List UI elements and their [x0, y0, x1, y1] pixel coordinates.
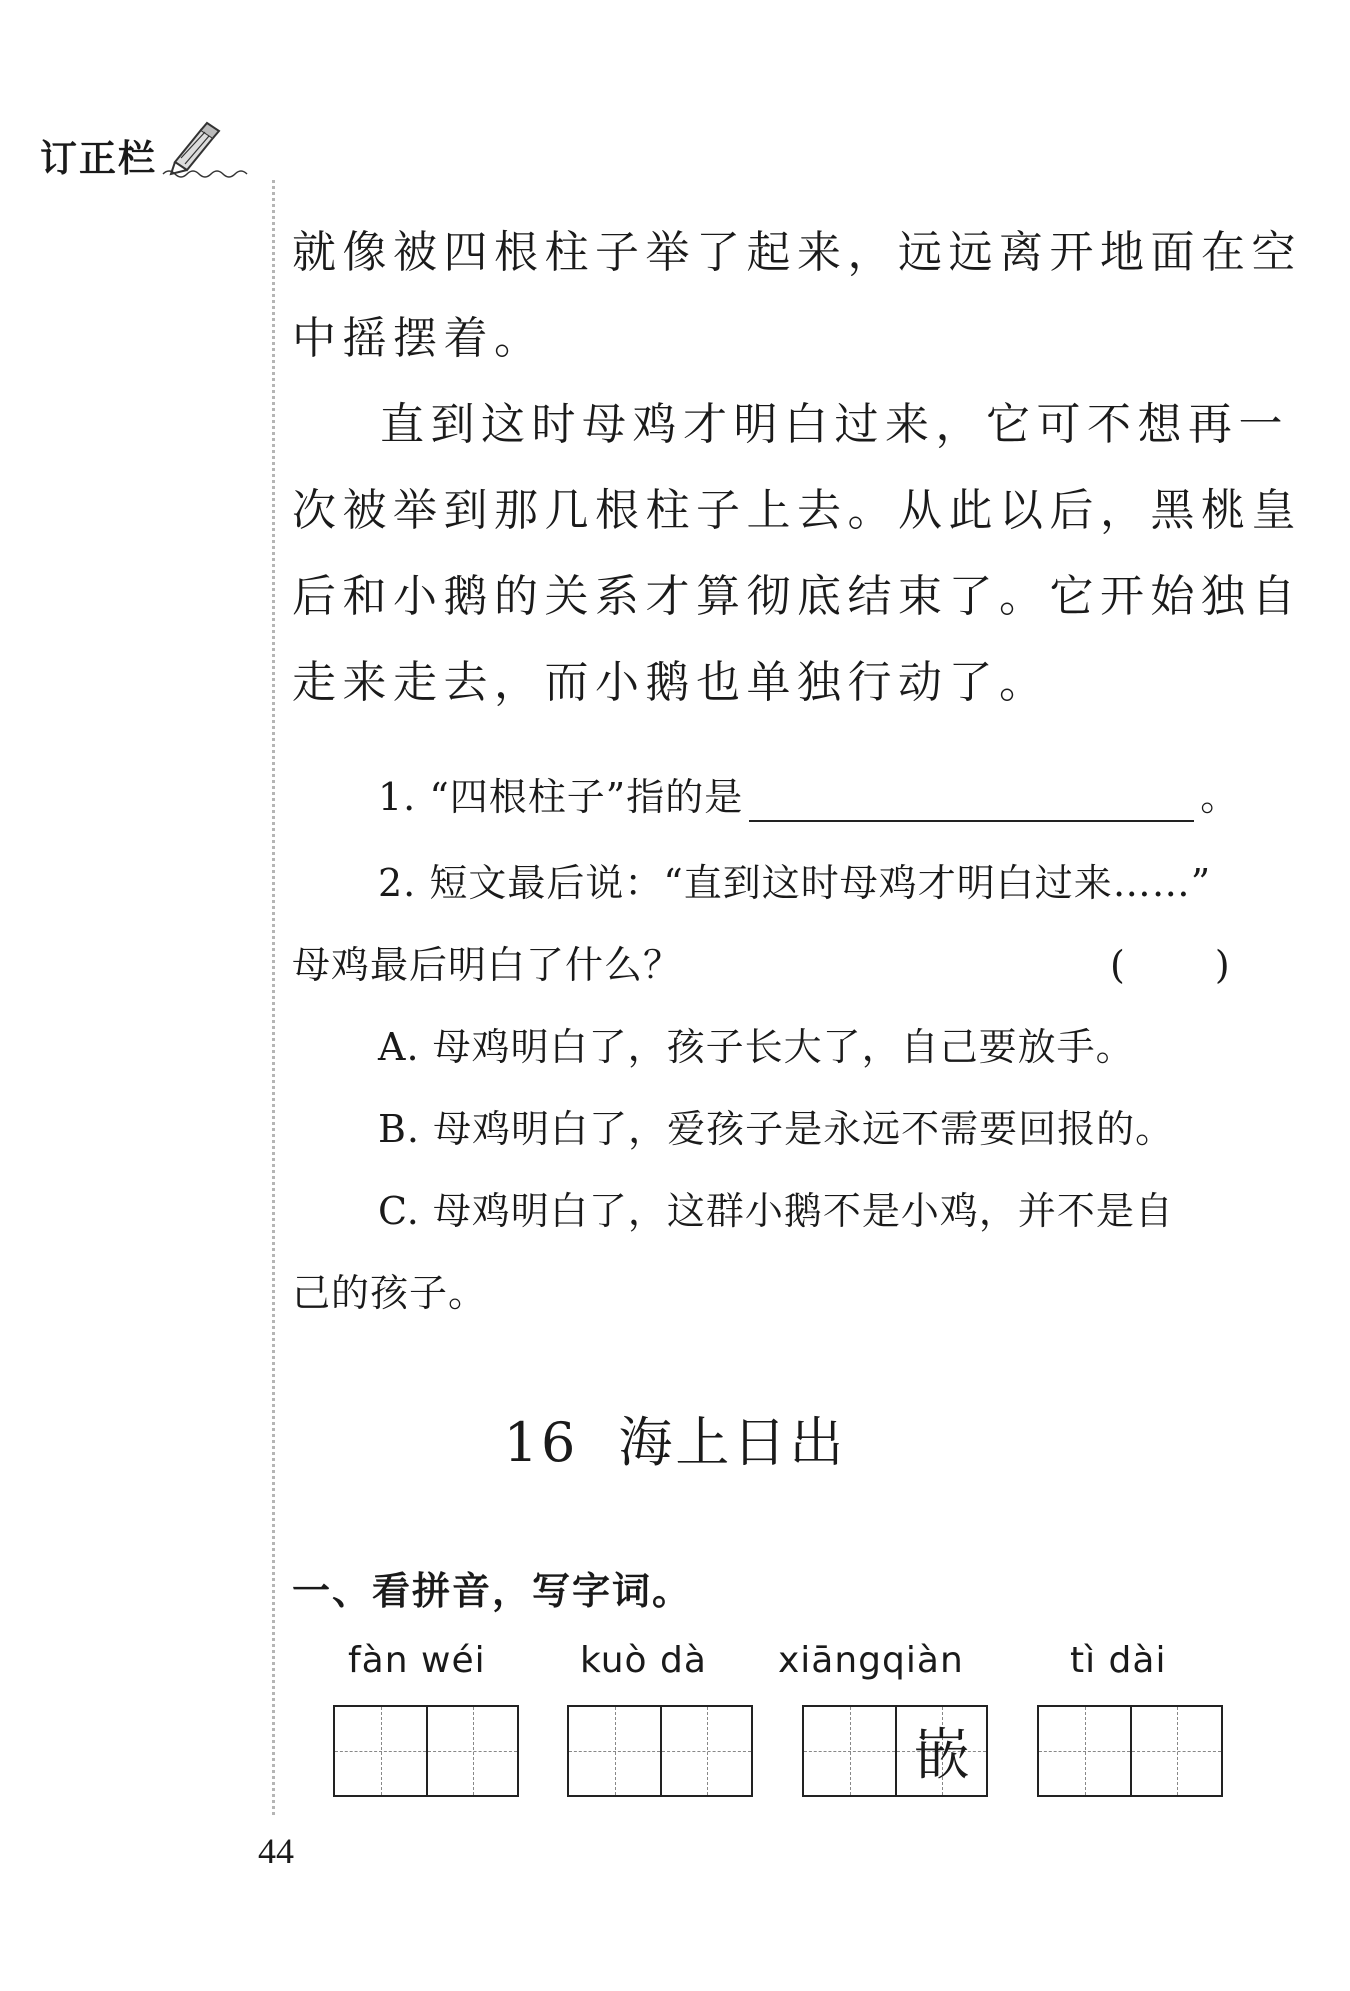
page-number: 44: [258, 1831, 294, 1871]
option-b: B. 母鸡明白了，爱孩子是永远不需要回报的。: [378, 1107, 1175, 1151]
pinyin-label: tì dài: [1070, 1640, 1167, 1681]
writing-grid[interactable]: [1037, 1705, 1223, 1797]
passage-line: 走来走去，而小鹅也单独行动了。: [292, 657, 1050, 708]
writing-grid[interactable]: [567, 1705, 753, 1797]
grid-cell[interactable]: [1039, 1707, 1130, 1795]
question-2-line-2: 母鸡最后明白了什么？: [292, 943, 683, 987]
writing-grid[interactable]: [333, 1705, 519, 1797]
lesson-name: 海上日出: [618, 1411, 847, 1474]
question-1-text: 1. “四根柱子”指的是: [378, 775, 744, 819]
grid-cell[interactable]: [804, 1707, 895, 1795]
pinyin-label: fàn wéi: [348, 1640, 486, 1681]
pinyin-label: kuò dà: [580, 1640, 707, 1681]
passage-line: 就像被四根柱子举了起来，远远离开地面在空: [292, 227, 1302, 278]
answer-blank[interactable]: [749, 780, 1194, 822]
pencil-icon: [161, 118, 251, 178]
correction-column-header: [40, 118, 251, 182]
passage-line: 直到这时母鸡才明白过来，它可不想再一: [380, 399, 1289, 450]
grid-cell[interactable]: [569, 1707, 660, 1795]
lesson-title: [0, 1400, 1350, 1477]
lesson-number: 16: [503, 1411, 579, 1474]
pinyin-label: xiāngqiàn: [778, 1640, 964, 1681]
option-a: A. 母鸡明白了，孩子长大了，自己要放手。: [378, 1025, 1135, 1069]
passage-line: 后和小鹅的关系才算彻底结束了。它开始独自: [292, 571, 1302, 622]
exercise-heading: 一、看拼音，写字词。: [292, 1569, 693, 1613]
option-c-continued: 己的孩子。: [292, 1271, 488, 1315]
passage-line: 中摇摆着。: [292, 313, 545, 364]
grid-cell[interactable]: [1130, 1707, 1221, 1795]
passage-line: 次被举到那几根柱子上去。从此以后，黑桃皇: [292, 485, 1302, 536]
correction-column-title: 订正栏: [40, 137, 157, 180]
grid-cell[interactable]: [660, 1707, 751, 1795]
grid-cell[interactable]: [335, 1707, 426, 1795]
given-character: 嵌: [913, 1723, 970, 1788]
reading-passage: [292, 210, 1302, 726]
answer-parentheses[interactable]: ( ): [1110, 943, 1230, 987]
question-1-end: 。: [1200, 775, 1240, 819]
grid-cell[interactable]: [426, 1707, 517, 1795]
grid-cell-filled[interactable]: [895, 1707, 986, 1795]
question-2-line-1: 2. 短文最后说：“直到这时母鸡才明白过来……”: [378, 861, 1212, 905]
correction-column-divider: [272, 180, 275, 1815]
question-1: [378, 772, 1239, 822]
writing-grid[interactable]: [802, 1705, 988, 1797]
option-c: C. 母鸡明白了，这群小鹅不是小鸡，并不是自: [378, 1189, 1174, 1233]
